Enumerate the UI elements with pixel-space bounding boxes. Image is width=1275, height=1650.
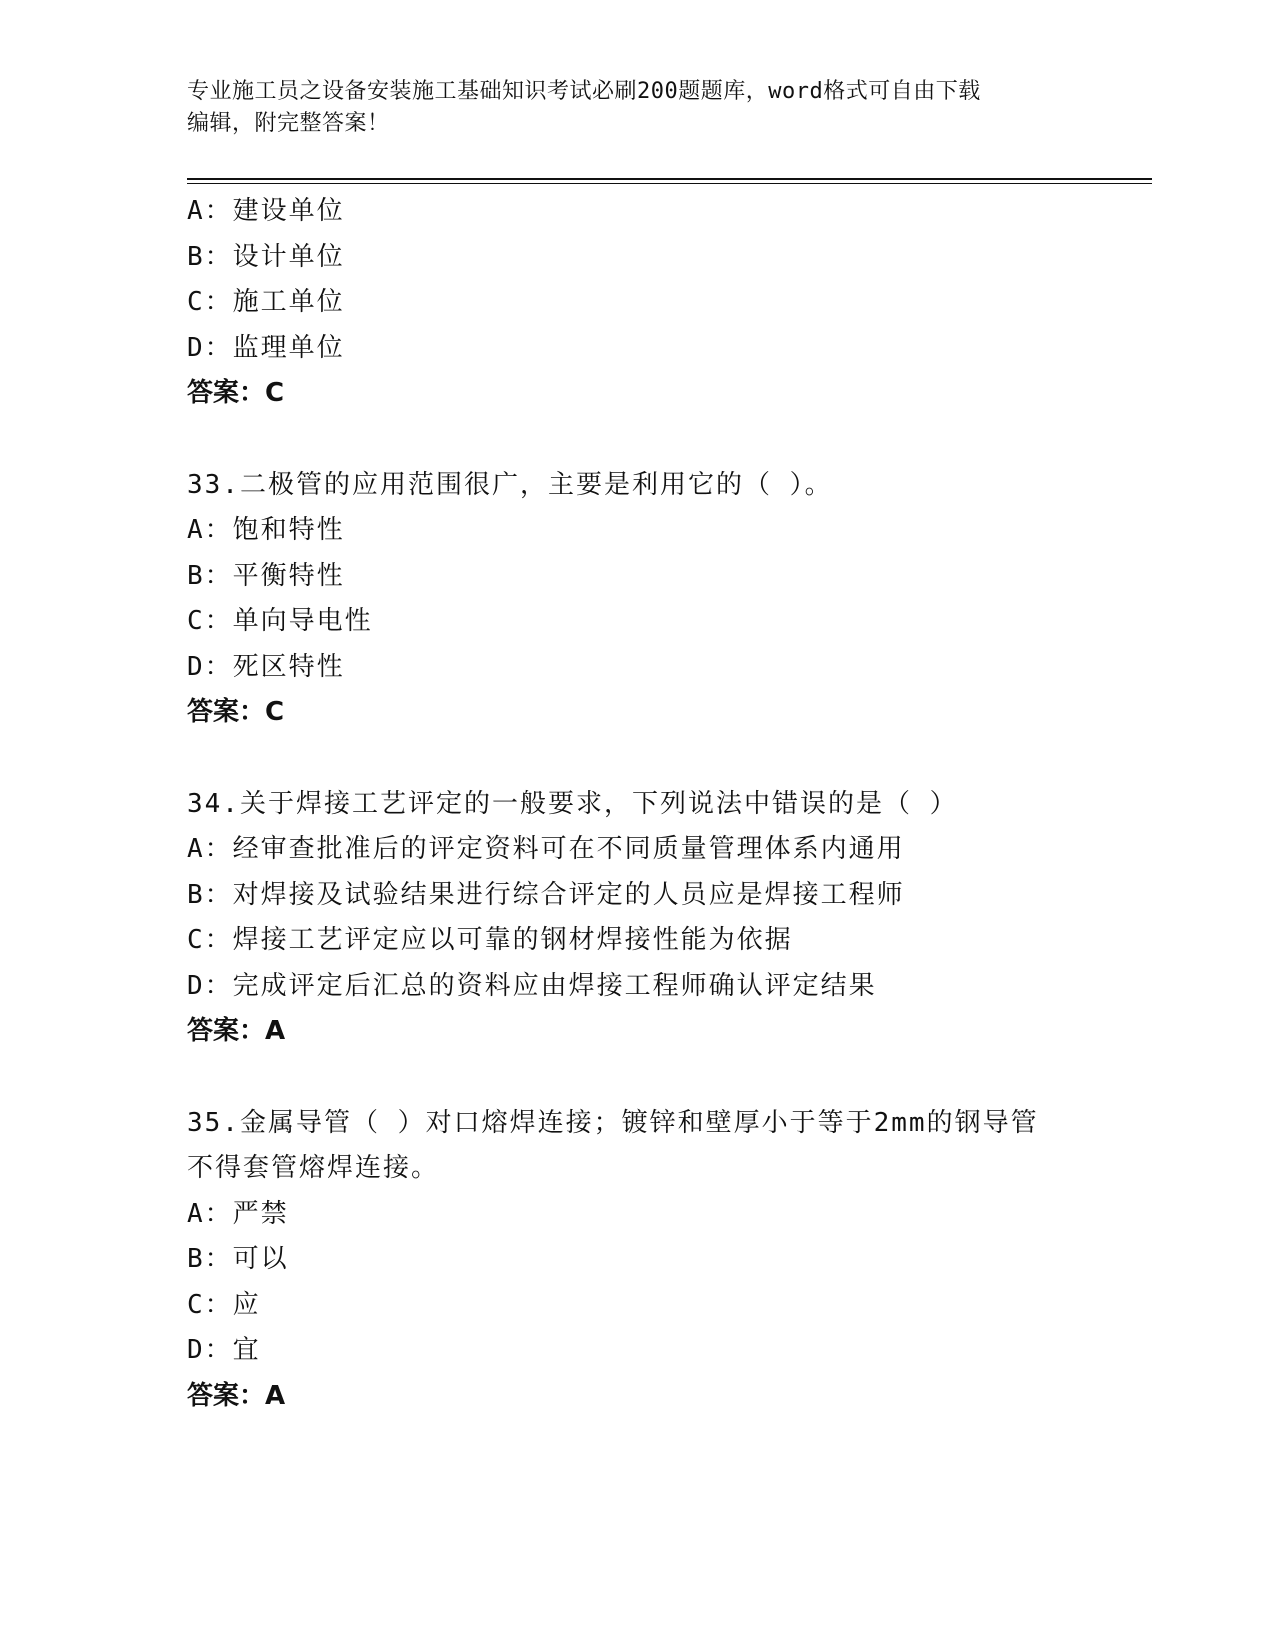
answer-line: 答案：A [187, 1380, 286, 1411]
block-spacer [187, 417, 1147, 463]
question-text: 33.二极管的应用范围很广，主要是利用它的（ ）。 [187, 469, 833, 500]
question-block-34 [187, 782, 1147, 1055]
option-a: A：建设单位 [187, 196, 345, 226]
option-d: D：宜 [187, 1335, 261, 1365]
header-line-2: 编辑，附完整答案！ [187, 111, 390, 136]
option-b: B：设计单位 [187, 241, 345, 272]
question-block-32 [187, 189, 1147, 417]
option-c: C：施工单位 [187, 287, 345, 317]
header-line-1: 专业施工员之设备安装施工基础知识考试必刷200题题库，word格式可自由下载 [187, 79, 981, 104]
block-spacer [187, 736, 1147, 782]
option-c: C：应 [187, 1289, 261, 1320]
option-a: A：经审查批准后的评定资料可在不同质量管理体系内通用 [187, 834, 905, 864]
question-text: 34.关于焊接工艺评定的一般要求，下列说法中错误的是（ ） [187, 788, 958, 819]
option-c: C：单向导电性 [187, 606, 373, 636]
block-spacer [187, 1055, 1147, 1101]
header-divider [187, 178, 1152, 180]
answer-line: 答案：A [187, 1016, 286, 1046]
option-d: D：完成评定后汇总的资料应由焊接工程师确认评定结果 [187, 970, 877, 1001]
question-text-continued: 不得套管熔焊连接。 [187, 1153, 440, 1183]
option-d: D：死区特性 [187, 651, 345, 682]
question-list [187, 189, 1147, 1419]
answer-line: 答案：C [187, 697, 285, 727]
option-d: D：监理单位 [187, 332, 345, 363]
header-divider-thin [187, 183, 1152, 184]
option-b: B：可以 [187, 1244, 289, 1274]
document-header [187, 76, 1087, 140]
question-block-33 [187, 463, 1147, 736]
option-a: A：饱和特性 [187, 515, 345, 545]
option-c: C：焊接工艺评定应以可靠的钢材焊接性能为依据 [187, 925, 793, 955]
question-text: 35.金属导管（ ）对口熔焊连接；镀锌和壁厚小于等于2mm的钢导管 [187, 1107, 1039, 1138]
option-b: B：平衡特性 [187, 560, 345, 591]
option-a: A：严禁 [187, 1198, 289, 1229]
question-block-35 [187, 1101, 1147, 1420]
option-b: B：对焊接及试验结果进行综合评定的人员应是焊接工程师 [187, 879, 905, 910]
answer-line: 答案：C [187, 378, 285, 408]
